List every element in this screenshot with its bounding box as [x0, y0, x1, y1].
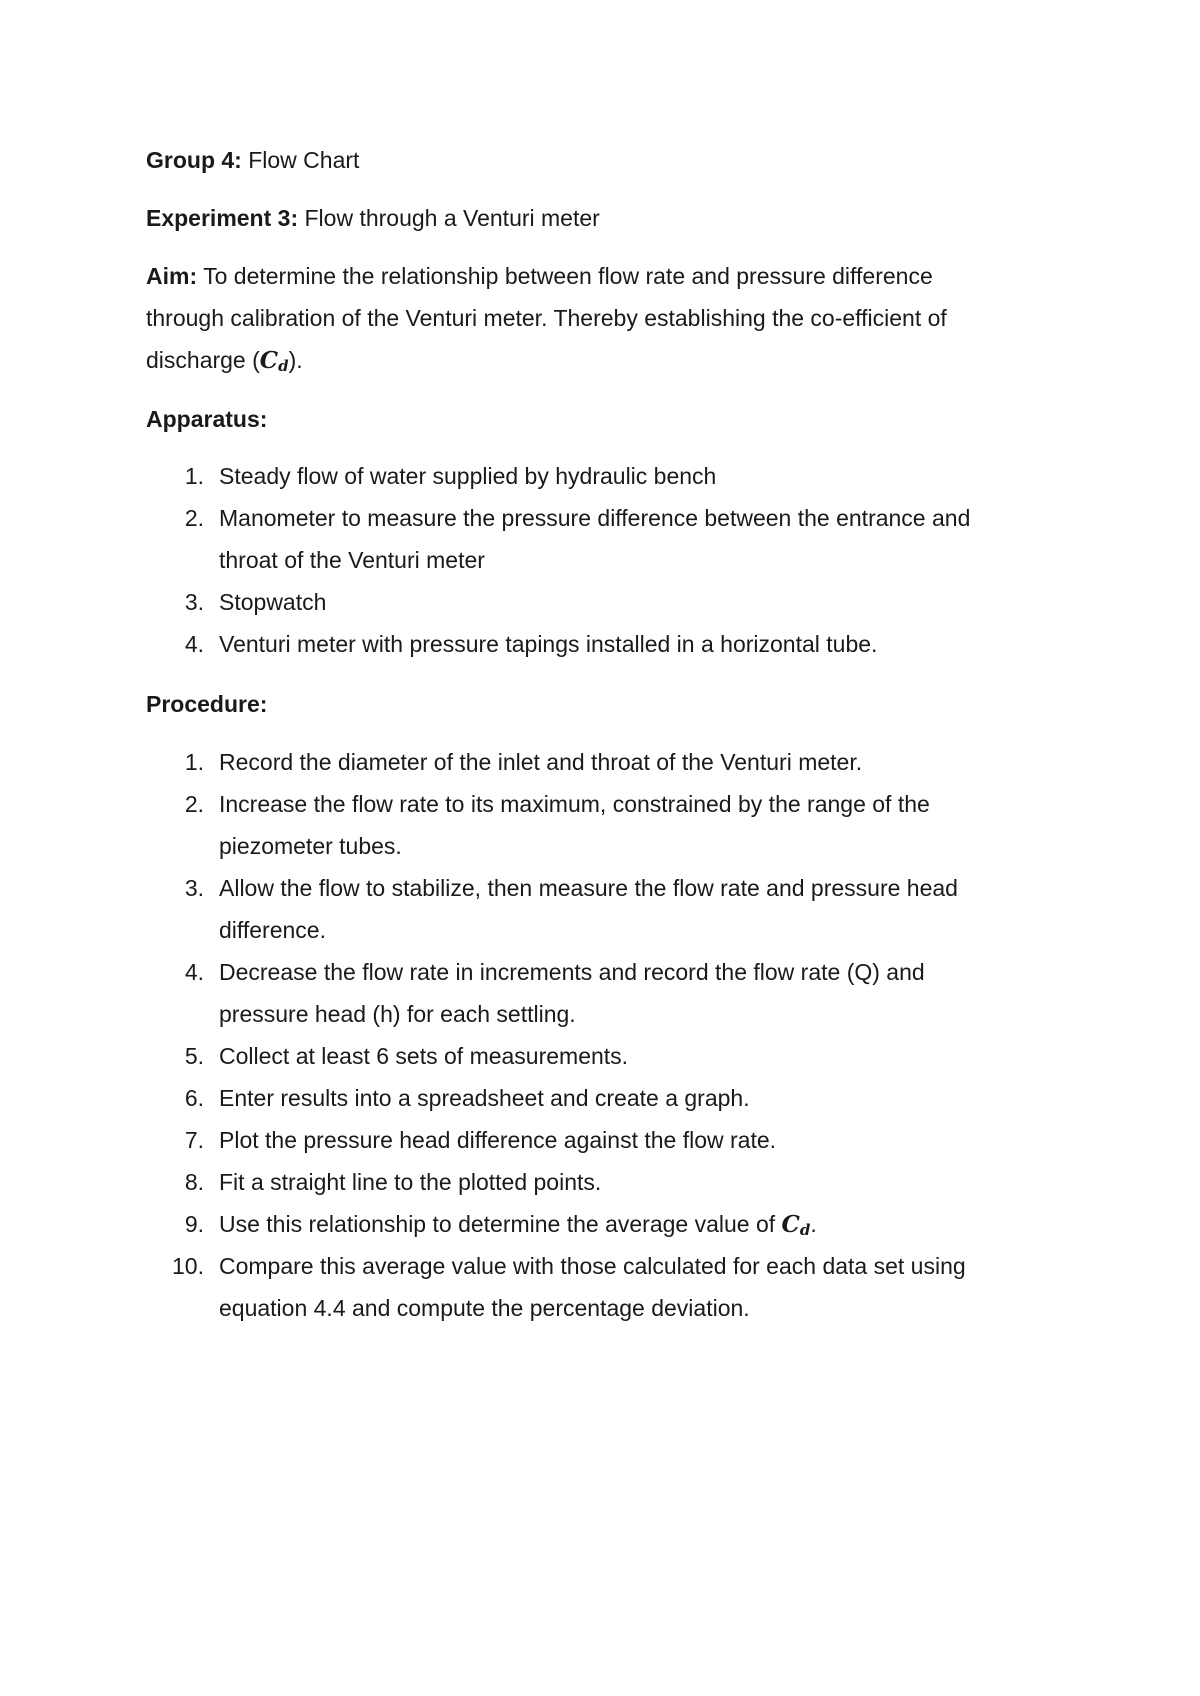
list-item-number: 8.	[184, 1169, 204, 1195]
list-item-text: Allow the flow to stabilize, then measure the flow rate and pressure head	[219, 875, 958, 901]
group-line	[146, 146, 359, 174]
apparatus-heading: Apparatus:	[146, 406, 268, 432]
list-item-text-continued: piezometer tubes.	[219, 833, 402, 859]
list-item-number: 1.	[184, 749, 204, 775]
list-item-text: Fit a straight line to the plotted points.	[219, 1169, 602, 1195]
cd-symbol-sub: d	[278, 357, 289, 375]
cd-symbol	[260, 347, 289, 374]
list-item-text-suffix: .	[810, 1211, 817, 1237]
aim-text-3-suffix: ).	[288, 347, 303, 373]
aim-text-3-prefix: discharge (	[146, 347, 260, 373]
experiment-label: Experiment 3:	[146, 205, 299, 231]
list-item-number: 5.	[184, 1043, 204, 1069]
list-item-number: 4.	[184, 631, 204, 657]
list-item-number: 2.	[184, 791, 204, 817]
list-item-number: 1.	[184, 463, 204, 489]
list-item-text: Compare this average value with those calculated for each data set using	[219, 1253, 966, 1279]
list-item-number: 6.	[184, 1085, 204, 1111]
experiment-line	[146, 204, 600, 232]
aim-label: Aim:	[146, 263, 198, 289]
list-item-text-continued: difference.	[219, 917, 326, 943]
list-item-number: 3.	[184, 589, 204, 615]
aim-line-1	[146, 262, 933, 290]
cd-symbol-main: C	[781, 1211, 800, 1238]
aim-text-1: To determine the relationship between flow rate and pressure difference	[203, 263, 933, 289]
list-item-text-continued: throat of the Venturi meter	[219, 547, 485, 573]
cd-symbol-sub: d	[799, 1221, 811, 1239]
list-item-text	[219, 1210, 817, 1244]
cd-symbol-main: C	[259, 347, 279, 374]
list-item-text-prefix: Use this relationship to determine the average value of	[219, 1211, 782, 1237]
list-item-text: Record the diameter of the inlet and throat of the Venturi meter.	[219, 749, 863, 775]
list-item-text: Steady flow of water supplied by hydraulic bench	[219, 463, 717, 489]
experiment-value: Flow through a Venturi meter	[304, 205, 600, 231]
group-label: Group 4:	[146, 147, 242, 173]
list-item-number: 9.	[184, 1211, 204, 1237]
list-item-number: 7.	[184, 1127, 204, 1153]
list-item-text: Plot the pressure head difference against the flow rate.	[219, 1127, 777, 1153]
list-item-text: Manometer to measure the pressure difference between the entrance and	[219, 505, 971, 531]
list-item-text: Increase the flow rate to its maximum, constrained by the range of the	[219, 791, 930, 817]
list-item-text-continued: pressure head (h) for each settling.	[219, 1001, 576, 1027]
list-item-text: Collect at least 6 sets of measurements.	[219, 1043, 629, 1069]
list-item-number: 2.	[184, 505, 204, 531]
procedure-heading: Procedure:	[146, 691, 268, 717]
list-item-text-continued: equation 4.4 and compute the percentage deviation.	[219, 1295, 750, 1321]
list-item-number: 10.	[172, 1253, 204, 1279]
list-item-number: 3.	[184, 875, 204, 901]
group-value: Flow Chart	[248, 147, 360, 173]
aim-line-3	[146, 346, 303, 380]
cd-symbol	[782, 1211, 811, 1238]
aim-line-2: through calibration of the Venturi meter. Thereby establishing the co-efficient of	[146, 305, 947, 331]
list-item-text: Enter results into a spreadsheet and create a graph.	[219, 1085, 750, 1111]
list-item-text: Stopwatch	[219, 589, 327, 615]
list-item-number: 4.	[184, 959, 204, 985]
list-item-text: Venturi meter with pressure tapings installed in a horizontal tube.	[219, 631, 878, 657]
list-item-text: Decrease the flow rate in increments and record the flow rate (Q) and	[219, 959, 925, 985]
